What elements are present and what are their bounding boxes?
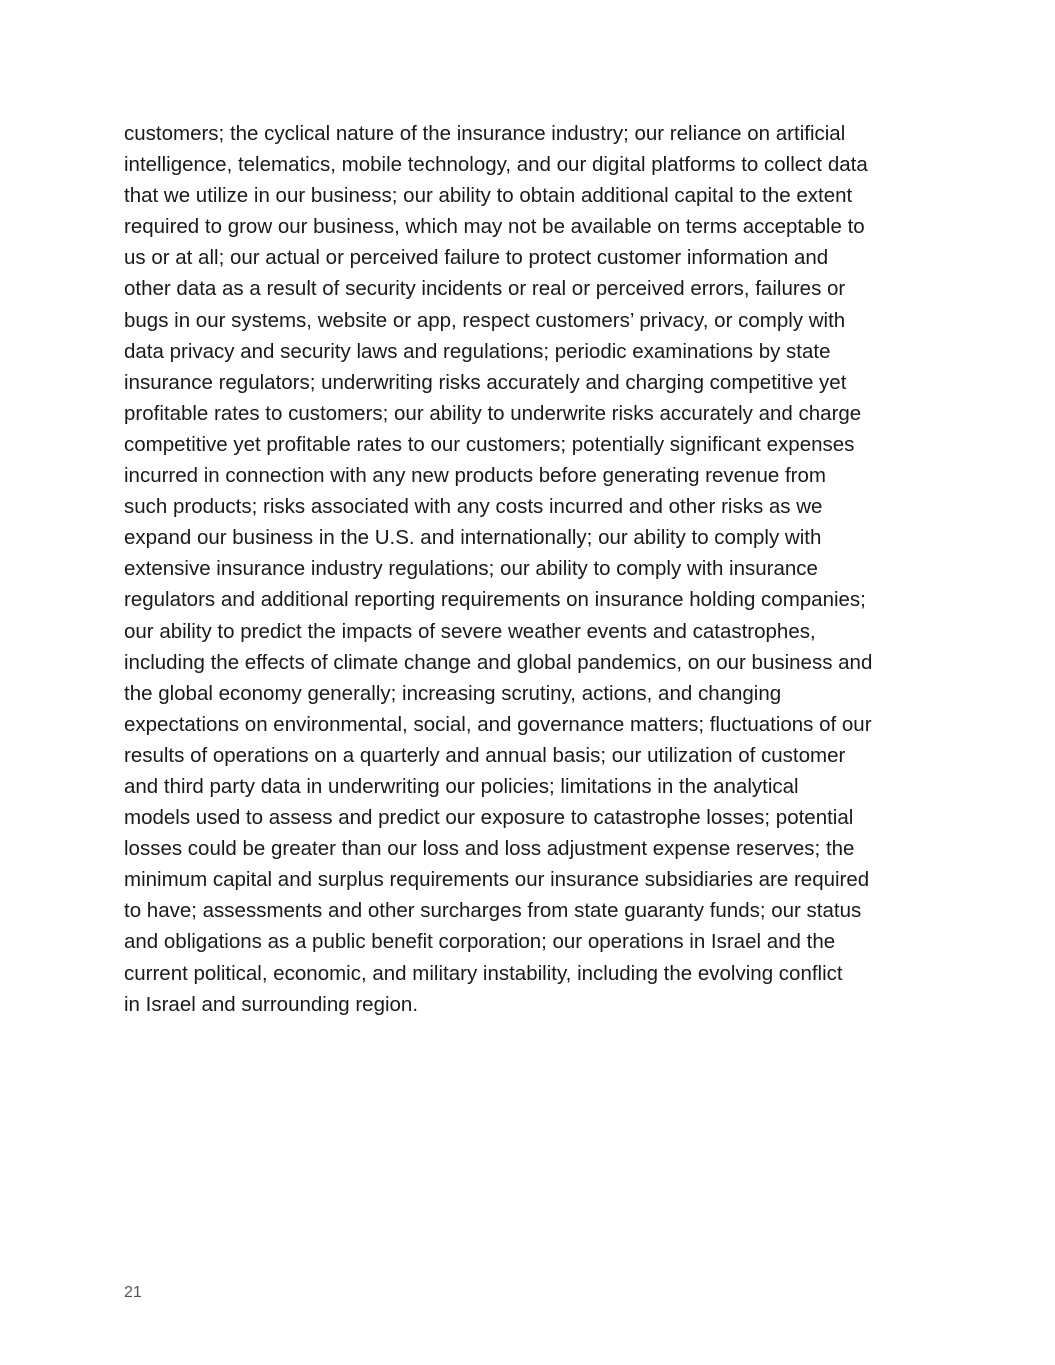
paragraph-line: expectations on environmental, social, and governance matters; fluctuations of our (124, 712, 872, 736)
paragraph-line: our ability to predict the impacts of severe weather events and catastrophes, (124, 619, 816, 643)
paragraph-line: extensive insurance industry regulations; our ability to comply with insurance (124, 557, 818, 581)
paragraph-line: data privacy and security laws and regulations; periodic examinations by state (124, 339, 831, 363)
paragraph-line: minimum capital and surplus requirements our insurance subsidiaries are required (124, 868, 870, 892)
paragraph-line: and obligations as a public benefit corporation; our operations in Israel and the (124, 930, 836, 954)
paragraph-line: insurance regulators; underwriting risks accurately and charging competitive yet (124, 370, 847, 394)
paragraph-line: and third party data in underwriting our policies; limitations in the analytical (124, 774, 799, 798)
paragraph-line: the global economy generally; increasing scrutiny, actions, and changing (124, 681, 782, 705)
paragraph-line: models used to assess and predict our exposure to catastrophe losses; potential (124, 806, 854, 830)
paragraph-line: results of operations on a quarterly and annual basis; our utilization of customer (124, 743, 846, 767)
paragraph-line: losses could be greater than our loss and loss adjustment expense reserves; the (124, 837, 855, 861)
paragraph-line: including the effects of climate change and global pandemics, on our business and (124, 650, 873, 674)
paragraph-line: customers; the cyclical nature of the insurance industry; our reliance on artificial (124, 122, 846, 145)
paragraph-line: in Israel and surrounding region. (124, 992, 419, 1016)
paragraph-line: that we utilize in our business; our ability to obtain additional capital to the extent (124, 184, 853, 208)
paragraph-line: incurred in connection with any new products before generating revenue from (124, 464, 826, 488)
paragraph-line: other data as a result of security incidents or real or perceived errors, failures or (124, 277, 846, 301)
paragraph-line: intelligence, telematics, mobile technology, and our digital platforms to collect data (124, 153, 868, 177)
paragraph-line: regulators and additional reporting requirements on insurance holding companies; (124, 588, 866, 612)
paragraph-line: expand our business in the U.S. and internationally; our ability to comply with (124, 526, 822, 550)
paragraph-line: competitive yet profitable rates to our customers; potentially significant expenses (124, 432, 855, 456)
paragraph-line: us or at all; our actual or perceived failure to protect customer information and (124, 246, 829, 270)
paragraph-line: current political, economic, and military instability, including the evolving conflict (124, 961, 843, 985)
paragraph-line: bugs in our systems, website or app, respect customers’ privacy, or comply with (124, 308, 846, 332)
paragraph-line: to have; assessments and other surcharges from state guaranty funds; our status (124, 899, 862, 923)
body-paragraph (124, 118, 934, 1020)
paragraph-line: profitable rates to customers; our ability to underwrite risks accurately and charge (124, 401, 862, 425)
paragraph-line: such products; risks associated with any costs incurred and other risks as we (124, 495, 823, 519)
paragraph-line: required to grow our business, which may not be available on terms acceptable to (124, 215, 865, 239)
page-number: 21 (124, 1284, 142, 1301)
